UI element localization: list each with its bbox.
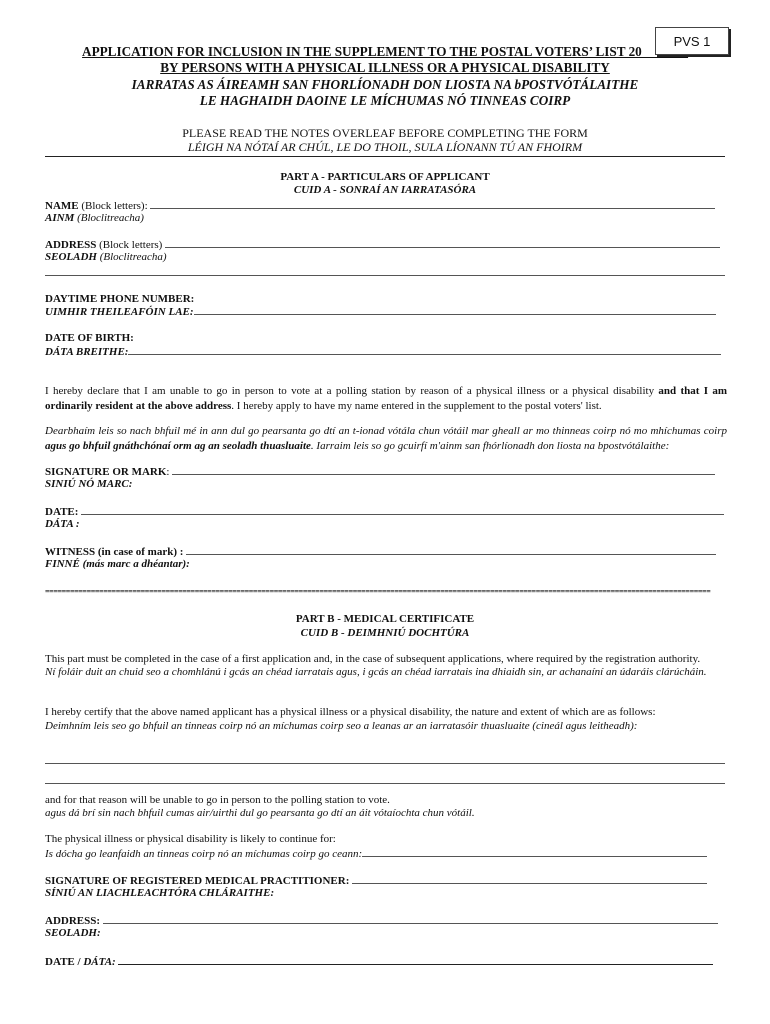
title-line-4: LE HAGHAIDH DAOINE LE MÍCHUMAS NÓ TINNEAS COIRP bbox=[199, 93, 571, 108]
reason-ga: agus dá brí sin nach bhfuil cumas air/uirthi dul go pearsanta go dtí an áit vótaíochta chun vótáil. bbox=[45, 807, 475, 819]
section-separator: ================================================================================================================================================================ bbox=[45, 587, 711, 596]
practitioner-signature-line[interactable] bbox=[352, 874, 707, 884]
declaration-en-bold: and that I am ordinarily resident at the above address bbox=[45, 385, 727, 412]
address-label: ADDRESS bbox=[45, 239, 97, 251]
practitioner-date-ga-label: DÁTA: bbox=[83, 956, 116, 968]
title-line-1: APPLICATION FOR INCLUSION IN THE SUPPLEMENT TO THE POSTAL VOTERS’ LIST 20_______ bbox=[82, 44, 688, 59]
part-b-heading-ga: CUID B - DEIMHNIÚ DOCHTÚRA bbox=[300, 627, 470, 639]
dob-ga-label: DÁTA BREITHE: bbox=[45, 346, 129, 358]
certify-en: I hereby certify that the above named applicant has a physical illness or a physical disability, the nature and extent of which are as follows: bbox=[45, 706, 656, 718]
name-ga-hint: (Bloclitreacha) bbox=[77, 212, 144, 224]
reason-en: and for that reason will be unable to go in person to the polling station to vote. bbox=[45, 794, 390, 806]
name-ga-label: AINM bbox=[45, 212, 75, 224]
signature-line[interactable] bbox=[172, 465, 715, 475]
dob-label: DATE OF BIRTH: bbox=[45, 332, 134, 344]
practitioner-date-label: DATE / bbox=[45, 956, 81, 968]
name-ga-row bbox=[45, 212, 725, 225]
address-ga-label: SEOLADH bbox=[45, 251, 97, 263]
dob-line[interactable] bbox=[128, 345, 721, 355]
date-label: DATE: bbox=[45, 506, 79, 518]
phone-line[interactable] bbox=[194, 305, 716, 315]
continue-field[interactable] bbox=[45, 847, 725, 861]
declaration-ga-bold: agus go bhfuil gnáthchónaí orm ag an seoladh thuasluaite bbox=[45, 439, 311, 452]
condition-line-2[interactable] bbox=[45, 783, 725, 784]
practitioner-signature-ga-label: SÍNIÚ AN LIACHLEACHTÓRA CHLÁRAITHE: bbox=[45, 887, 275, 899]
title-line-2: BY PERSONS WITH A PHYSICAL ILLNESS OR A PHYSICAL DISABILITY bbox=[160, 60, 610, 75]
date-ga-row bbox=[45, 518, 725, 531]
declaration-ga bbox=[45, 424, 727, 453]
phone-field[interactable] bbox=[45, 305, 725, 319]
signature-field[interactable]: SIGNATURE OR MARK: bbox=[45, 465, 725, 479]
dob-field[interactable] bbox=[45, 345, 725, 359]
practitioner-address-ga-row bbox=[45, 927, 725, 940]
name-label: NAME bbox=[45, 200, 79, 212]
address-ga-row bbox=[45, 251, 725, 264]
part-b-intro-ga: Ní foláir duit an chuid seo a chomhlánú i gcás an chéad iarratais agus, i gcás an chéad iarratais ina dhiaidh sin, ar achanaíní an údaráis clárúcháin. bbox=[45, 666, 707, 678]
witness-label: WITNESS (in case of mark) : bbox=[45, 546, 184, 558]
name-hint: (Block letters): bbox=[81, 200, 148, 212]
declaration-en bbox=[45, 384, 727, 413]
witness-ga-label: FINNÉ (más marc a dhéantar): bbox=[45, 558, 190, 570]
phone-label: DAYTIME PHONE NUMBER: bbox=[45, 293, 195, 305]
certify-ga: Deimhním leis seo go bhfuil an tinneas coirp nó an míchumas coirp seo a leanas ar an iarratasóir thuasluaite (cineál agus leitheadh): bbox=[45, 720, 638, 732]
continue-ga: Is dócha go leanfaidh an tinneas coirp nó an míchumas coirp go ceann: bbox=[45, 848, 363, 860]
dob-label-row bbox=[45, 332, 725, 345]
practitioner-address-label: ADDRESS: bbox=[45, 915, 101, 927]
declaration-ga-text-1: Dearbhaím leis so nach bhfuil mé in ann dul go pearsanta go dtí an t-ionad vótála chun vótáil mar gheall ar mo thinneas coirp nó mo mhíchumas coirp bbox=[45, 425, 727, 437]
practitioner-date-line[interactable] bbox=[118, 955, 713, 965]
address-field[interactable] bbox=[45, 238, 725, 252]
continue-en: The physical illness or physical disability is likely to continue for: bbox=[45, 833, 336, 845]
declaration-en-text-1: I hereby declare that I am unable to go in person to vote at a polling station by reason of a physical illness or a physical disability bbox=[45, 385, 655, 397]
part-a-heading-en: PART A - PARTICULARS OF APPLICANT bbox=[280, 171, 490, 183]
practitioner-signature-field[interactable] bbox=[45, 874, 725, 888]
date-field[interactable] bbox=[45, 505, 725, 519]
address-line[interactable] bbox=[165, 238, 720, 248]
title-line-3: IARRATAS AS ÁIREAMH SAN FHORLÍONADH DON LIOSTA NA bPOSTVÓTÁLAITHE bbox=[131, 77, 639, 92]
part-b-intro-en: This part must be completed in the case of a first application and, in the case of subsequent applications, where required by the registration authority. bbox=[45, 653, 701, 665]
phone-ga-label: UIMHIR THEILEAFÓIN LAE: bbox=[45, 306, 194, 318]
practitioner-address-ga-label: SEOLADH: bbox=[45, 927, 101, 939]
date-line[interactable] bbox=[81, 505, 724, 515]
witness-field[interactable] bbox=[45, 545, 725, 559]
part-a-heading-ga: CUID A - SONRAÍ AN IARRATASÓRA bbox=[293, 184, 477, 196]
practitioner-signature-label: SIGNATURE OF REGISTERED MEDICAL PRACTITIONER: bbox=[45, 875, 350, 887]
practitioner-address-line[interactable] bbox=[103, 914, 718, 924]
signature-label: SIGNATURE OR MARK bbox=[45, 466, 167, 478]
name-line[interactable] bbox=[150, 199, 715, 209]
address-hint: (Block letters) bbox=[99, 239, 163, 251]
notes-instruction-ga: LÉIGH NA NÓTAÍ AR CHÚL, LE DO THOIL, SULA LÍONANN TÚ AN FHOIRM bbox=[187, 140, 583, 154]
condition-line-1[interactable] bbox=[45, 763, 725, 764]
practitioner-address-field[interactable] bbox=[45, 914, 725, 928]
address-ga-hint: (Bloclitreacha) bbox=[99, 251, 167, 263]
witness-ga-row bbox=[45, 558, 725, 571]
signature-ga-row bbox=[45, 478, 725, 491]
declaration-en-text-2: . I hereby apply to have my name entered in the supplement to the postal voters' list. bbox=[231, 399, 602, 412]
witness-line[interactable] bbox=[186, 545, 716, 555]
notes-instruction-en: PLEASE READ THE NOTES OVERLEAF BEFORE COMPLETING THE FORM bbox=[182, 126, 588, 140]
practitioner-date-field[interactable] bbox=[45, 955, 725, 969]
date-ga-label: DÁTA : bbox=[45, 518, 80, 530]
form-code-badge: PVS 1 bbox=[655, 27, 729, 55]
header-rule bbox=[45, 156, 725, 157]
name-field[interactable] bbox=[45, 199, 725, 213]
practitioner-signature-ga-row bbox=[45, 887, 725, 900]
signature-ga-label: SINIÚ NÓ MARC: bbox=[45, 478, 133, 490]
part-b-heading-en: PART B - MEDICAL CERTIFICATE bbox=[295, 613, 475, 625]
continue-line[interactable] bbox=[362, 847, 707, 857]
declaration-ga-text-2: . Iarraim leis so go gcuirfí m'ainm san fhórlíonadh don liosta na bpostvótálaithe: bbox=[310, 439, 670, 452]
address-extra-line[interactable] bbox=[45, 275, 725, 276]
